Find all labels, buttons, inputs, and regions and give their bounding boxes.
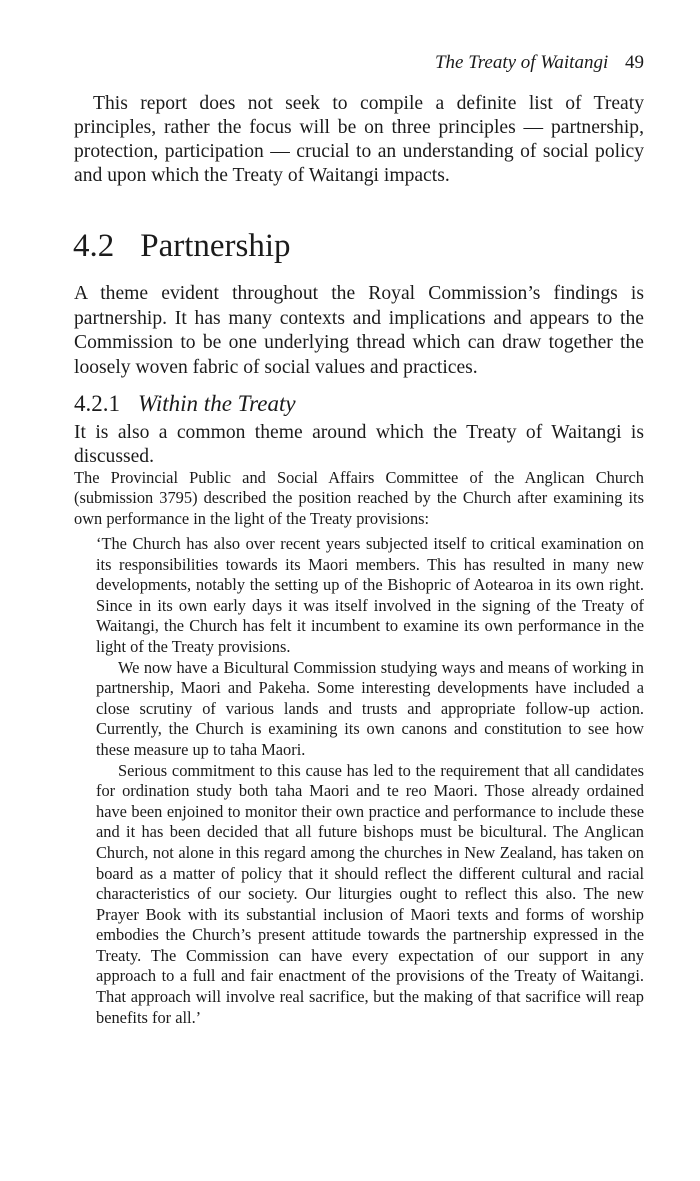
quote-paragraph: ‘The Church has also over recent years subjected itself to critical examination on its responsibilities towards its Maori members. This has resulted in many new developments, notably the setting up of the Bishopric of Aotearoa in its own right. Since in its own early days it was itself involved in the signing of the Treaty of Waitangi, the Church has felt it incumbent to examine its own performance in the light of the Treaty provisions. — [96, 534, 644, 656]
theme-paragraph: It is also a common theme around which the Treaty of Waitangi is discussed. — [74, 422, 644, 467]
subsection-number: 4.2.1 — [74, 391, 120, 416]
block-quote — [96, 534, 644, 1028]
section-title: Partnership — [140, 228, 291, 264]
subsection-title: Within the Treaty — [138, 391, 296, 416]
quote-paragraph: Serious commitment to this cause has led to the requirement that all candidates for ordination study both taha Maori and te reo Maori. Those already ordained have been enjoined to monitor their own practice and performance to include these and it has been decided that all future bishops must be bicultural. The Anglican Church, not alone in this regard among the churches in New Zealand, has taken on board as a matter of policy that it should reflect the different cultural and racial characteristics of our society. Our liturgies ought to reflect this also. The new Prayer Book with its substantial inclusion of Maori texts and forms of worship embodies the Church’s present attitude towards the partnership expressed in the Treaty. The Commission can have every expectation of our support in any approach to a full and fair enactment of the provisions of the Treaty of Waitangi. That approach will involve real sacrifice, but the making of that sacrifice will reap benefits for all.’ — [96, 760, 644, 1027]
section-heading — [73, 226, 291, 266]
section-number: 4.2 — [73, 228, 115, 264]
quote-paragraph: We now have a Bicultural Commission studying ways and means of working in partnership, Maori and Pakeha. Some interesting developments have included a close scrutiny of various lands and trusts and appropriate follow-up action. Currently, the Church is examining its own canons and constitution to see how these measure up to taha Maori. — [96, 657, 644, 759]
partnership-paragraph: A theme evident throughout the Royal Commission’s findings is partnership. It has many contexts and implications and appears to the Commission to be one underlying thread which can draw together the loosely woven fabric of social values and practices. — [74, 283, 644, 378]
page-number: 49 — [625, 52, 644, 73]
subsection-heading — [74, 390, 296, 418]
running-head-title: The Treaty of Waitangi — [434, 52, 609, 73]
running-head — [435, 52, 644, 74]
intro-paragraph: This report does not seek to compile a definite list of Treaty principles, rather the focus will be on three principles — partnership, protection, participation — crucial to an understanding of social policy and upon which the Treaty of Waitangi impacts. — [74, 93, 644, 186]
submission-paragraph: The Provincial Public and Social Affairs Committee of the Anglican Church (submission 3795) described the position reached by the Church after examining its own performance in the light of the Treaty provisions: — [74, 468, 644, 528]
